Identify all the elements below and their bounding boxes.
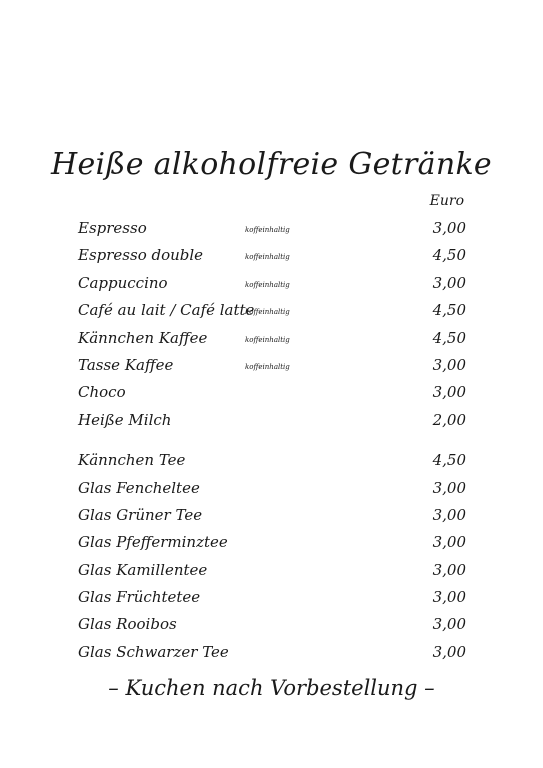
item-price: 4,50 xyxy=(432,328,466,347)
item-name: Café au lait / Café latte xyxy=(78,301,255,320)
menu-title: Heiße alkoholfreie Getränke xyxy=(51,147,492,182)
item-name: Kännchen Tee xyxy=(78,451,186,470)
tea-group xyxy=(78,448,466,667)
item-price: 4,50 xyxy=(432,246,466,265)
item-note: koffeinhaltig xyxy=(245,362,290,371)
menu-item xyxy=(78,503,466,530)
menu-item xyxy=(78,326,466,353)
menu-item xyxy=(78,271,466,298)
item-price: 3,00 xyxy=(432,478,466,497)
item-name: Glas Rooibos xyxy=(78,615,177,634)
item-note: koffeinhaltig xyxy=(245,253,290,262)
menu-item xyxy=(78,448,466,475)
item-name: Tasse Kaffee xyxy=(78,355,174,374)
menu-item xyxy=(78,530,466,557)
item-name: Cappuccino xyxy=(78,273,168,292)
item-price: 3,00 xyxy=(432,273,466,292)
item-price: 3,00 xyxy=(432,615,466,634)
menu-item xyxy=(78,558,466,585)
item-name: Choco xyxy=(78,383,126,402)
item-price: 3,00 xyxy=(432,533,466,552)
menu-item xyxy=(78,476,466,503)
menu-item xyxy=(78,585,466,612)
footer-note: – Kuchen nach Vorbestellung – xyxy=(108,676,435,700)
item-name: Glas Grüner Tee xyxy=(78,505,203,524)
item-price: 3,00 xyxy=(432,560,466,579)
menu-item xyxy=(78,243,466,270)
menu-item xyxy=(78,353,466,380)
coffee-group xyxy=(78,216,466,435)
item-note: koffeinhaltig xyxy=(245,308,290,317)
item-name: Glas Fencheltee xyxy=(78,478,200,497)
item-note: koffeinhaltig xyxy=(245,335,290,344)
drinks-menu xyxy=(78,216,466,667)
menu-item xyxy=(78,612,466,639)
item-name: Heiße Milch xyxy=(78,410,172,429)
menu-item xyxy=(78,640,466,667)
menu-item xyxy=(78,380,466,407)
item-name: Glas Pfefferminztee xyxy=(78,533,228,552)
menu-item xyxy=(78,408,466,435)
currency-label: Euro xyxy=(429,193,464,209)
menu-item xyxy=(78,298,466,325)
item-price: 3,00 xyxy=(432,383,466,402)
item-name: Glas Früchtetee xyxy=(78,588,201,607)
item-price: 4,50 xyxy=(432,301,466,320)
item-price: 3,00 xyxy=(432,355,466,374)
item-price: 3,00 xyxy=(432,219,466,237)
item-name: Espresso double xyxy=(78,246,204,265)
item-price: 2,00 xyxy=(432,410,466,429)
item-price: 3,00 xyxy=(432,505,466,524)
item-note: koffeinhaltig xyxy=(245,280,290,289)
menu-item xyxy=(78,216,466,243)
item-price: 3,00 xyxy=(432,642,466,661)
item-price: 4,50 xyxy=(432,451,466,470)
item-name: Glas Schwarzer Tee xyxy=(78,642,229,661)
item-price: 3,00 xyxy=(432,588,466,607)
item-name: Espresso xyxy=(78,219,147,237)
item-note: koffeinhaltig xyxy=(245,226,290,234)
item-name: Glas Kamillentee xyxy=(78,560,208,579)
item-name: Kännchen Kaffee xyxy=(78,328,208,347)
